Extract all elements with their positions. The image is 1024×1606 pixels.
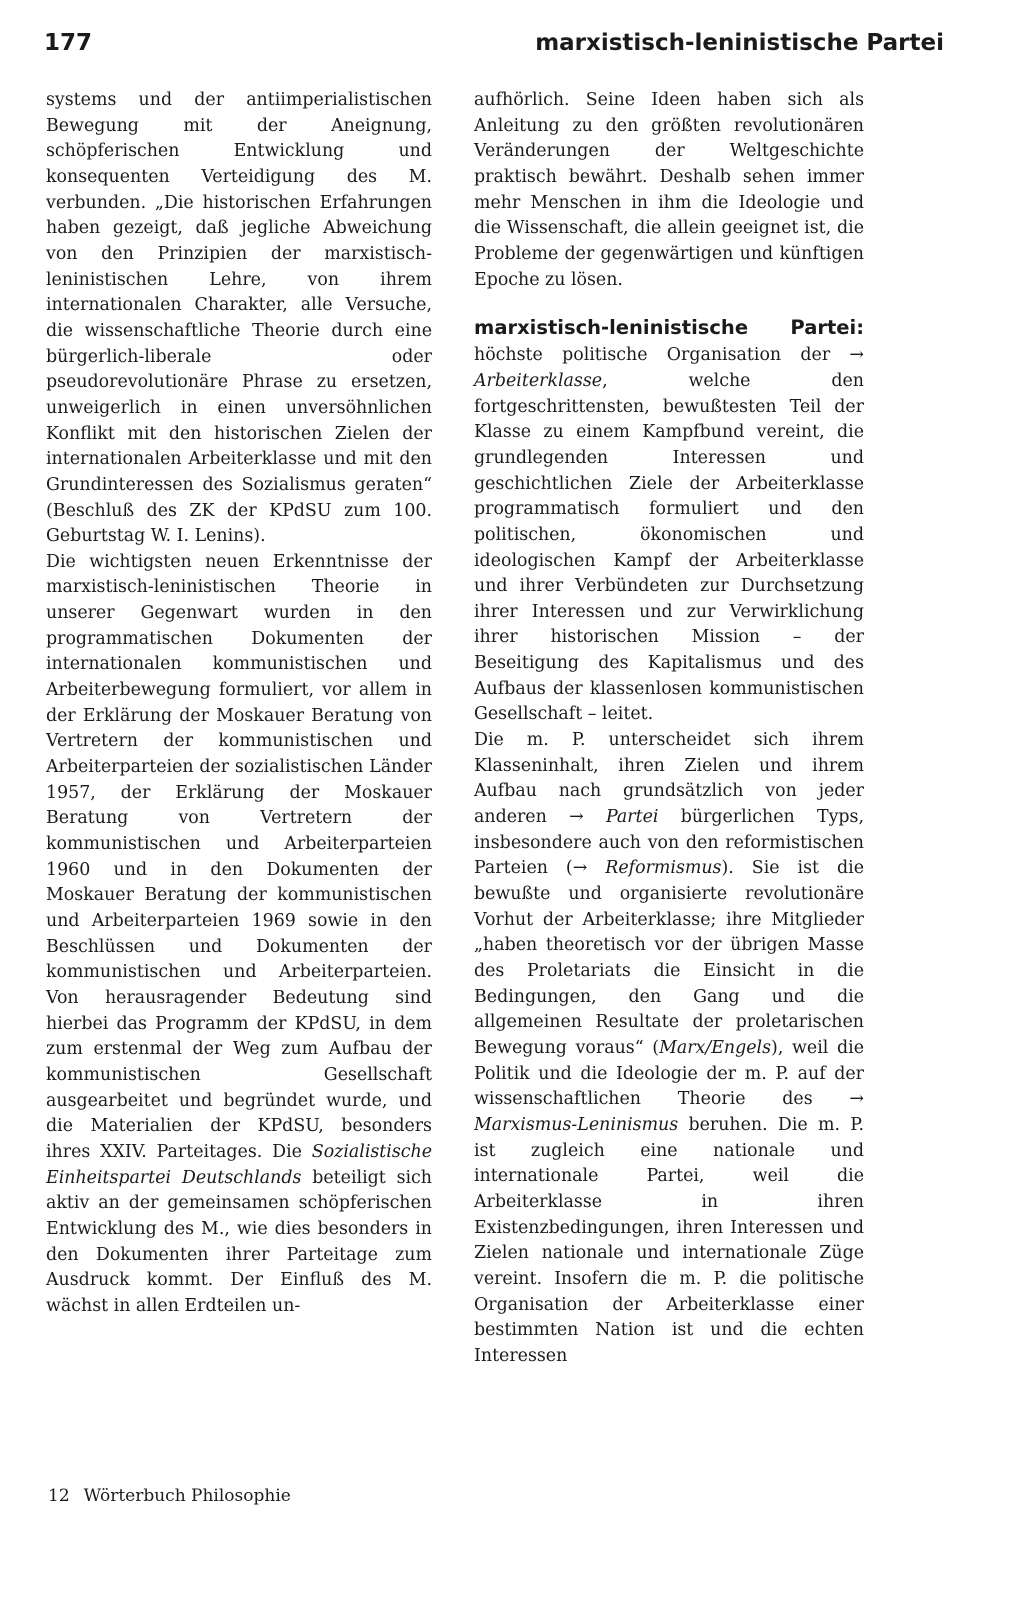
cross-reference: Marxismus-Leninismus bbox=[474, 1114, 679, 1135]
page-footer bbox=[48, 1486, 305, 1506]
left-column bbox=[46, 88, 432, 1320]
paragraph: systems und der antiimperialistischen Bewegung mit der Aneignung, schöpferischen Entwicklung und konsequenten Verteidigung des M. verbunden. „Die historischen Erfahrungen haben gezeigt, daß jegliche Abweichung von den Prinzipien der marxistisch-leninistischen Lehre, von ihrem internationalen Charakter, alle Versuche, die wissenschaftliche Theorie durch eine bürgerlich-liberale oder pseudorevolutionäre Phrase zu ersetzen, unweigerlich in einen unversöhnlichen Konflikt mit den historischen Zielen der internationalen Arbeiterklasse und mit den Grundinteressen des Sozialismus geraten“ (Beschluß des ZK der KPdSU zum 100. Geburtstag W. I. Lenins). bbox=[46, 90, 432, 547]
book-title: Wörterbuch Philosophie bbox=[83, 1486, 291, 1506]
paragraph: Die m. P. unterscheidet sich ihrem Klasseninhalt, ihren Zielen und ihrem Aufbau nach grundsätzlich von jeder anderen → Partei bürgerlichen Typs, insbesondere auch von den reformistischen Parteien (→ Reformismus). Sie ist die bewußte und organisierte revolutionäre Vorhut der Arbeiterklasse; ihre Mitglieder „haben theoretisch vor der übrigen Masse des Proletariats die Einsicht in die Bedingungen, den Gang und die allgemeinen Resultate der proletarischen Bewegung voraus“ (Marx/Engels), weil die Politik und die Ideologie der m. P. auf der wissenschaftlichen Theorie des → Marxismus-Leninismus beruhen. Die m. P. ist zugleich eine nationale und internationale Partei, weil die Arbeiterklasse in ihren Existenzbedingungen, ihren Interessen und Zielen nationale und internationale Züge vereint. Insofern die m. P. die politische Organisation der Arbeiterklasse einer bestimmten Nation ist und die echten Interessen bbox=[474, 730, 865, 1366]
page-header bbox=[44, 30, 944, 66]
entry-headword: marxistisch-leninistische Partei: bbox=[474, 316, 864, 340]
running-head: marxistisch-leninistische Partei bbox=[535, 30, 944, 56]
paragraph: Die wichtigsten neuen Erkenntnisse der marxistisch-leninistischen Theorie in unserer Gegenwart wurden in den programmatischen Dokumenten der internationalen kommunistischen und Arbeiterbewegung formuliert, vor allem in der Erklärung der Moskauer Beratung von Vertretern der kommunistischen und Arbeiterparteien der sozialistischen Länder 1957, der Erklärung der Moskauer Beratung von Vertretern der kommunistischen und Arbeiterparteien 1960 und in den Dokumenten der Moskauer Beratung der kommunistischen und Arbeiterparteien 1969 sowie in den Beschlüssen und Dokumenten der kommunistischen und Arbeiterparteien. Von herausragender Bedeutung sind hierbei das Programm der KPdSU, in dem zum erstenmal der Weg zum Aufbau der kommunistischen Gesellschaft ausgearbeitet und begründet wurde, und die Materialien der KPdSU, besonders ihres XXIV. Parteitages. Die Sozialistische Einheitspartei Deutschlands beteiligt sich aktiv an der gemeinsamen schöpferischen Entwicklung des M., wie dies besonders in den Dokumenten ihrer Parteitage zum Ausdruck kommt. Der Einfluß des M. wächst in allen Erdteilen un- bbox=[46, 551, 433, 1316]
cross-reference: Marx/Engels bbox=[659, 1037, 772, 1058]
cross-reference: Partei bbox=[605, 807, 659, 828]
paragraph: höchste politische Organisation der → Arbeiterklasse, welche den fortgeschrittensten, bewußtesten Teil der Klasse zu einem Kampfbund vereint, die grundlegenden Interessen und geschichtlichen Ziele der Arbeiterklasse programmatisch formuliert und den politischen, ökonomischen und ideologischen Kampf der Arbeiterklasse und ihrer Verbündeten zur Durchsetzung ihrer Interessen und zur Verwirklichung ihrer historischen Mission – der Beseitigung des Kapitalismus und des Aufbaus der klassenlosen kommunistischen Gesellschaft – leitet. bbox=[474, 345, 864, 725]
paragraph: aufhörlich. Seine Ideen haben sich als Anleitung zu den größten revolutionären Veränderungen der Weltgeschichte praktisch bewährt. Deshalb sehen immer mehr Menschen in ihm die Ideologie und die Wissenschaft, die allein geeignet ist, die Probleme der gegenwärtigen und künftigen Epoche zu lösen. bbox=[474, 90, 864, 290]
cross-reference: Arbeiterklasse bbox=[474, 370, 603, 391]
cross-reference: Reformismus bbox=[605, 858, 722, 879]
cross-reference: Sozialistische Einheitspartei Deutschlands bbox=[46, 1141, 433, 1188]
page-number: 177 bbox=[44, 30, 93, 56]
signature-number: 12 bbox=[48, 1486, 70, 1506]
right-column bbox=[474, 88, 864, 1370]
